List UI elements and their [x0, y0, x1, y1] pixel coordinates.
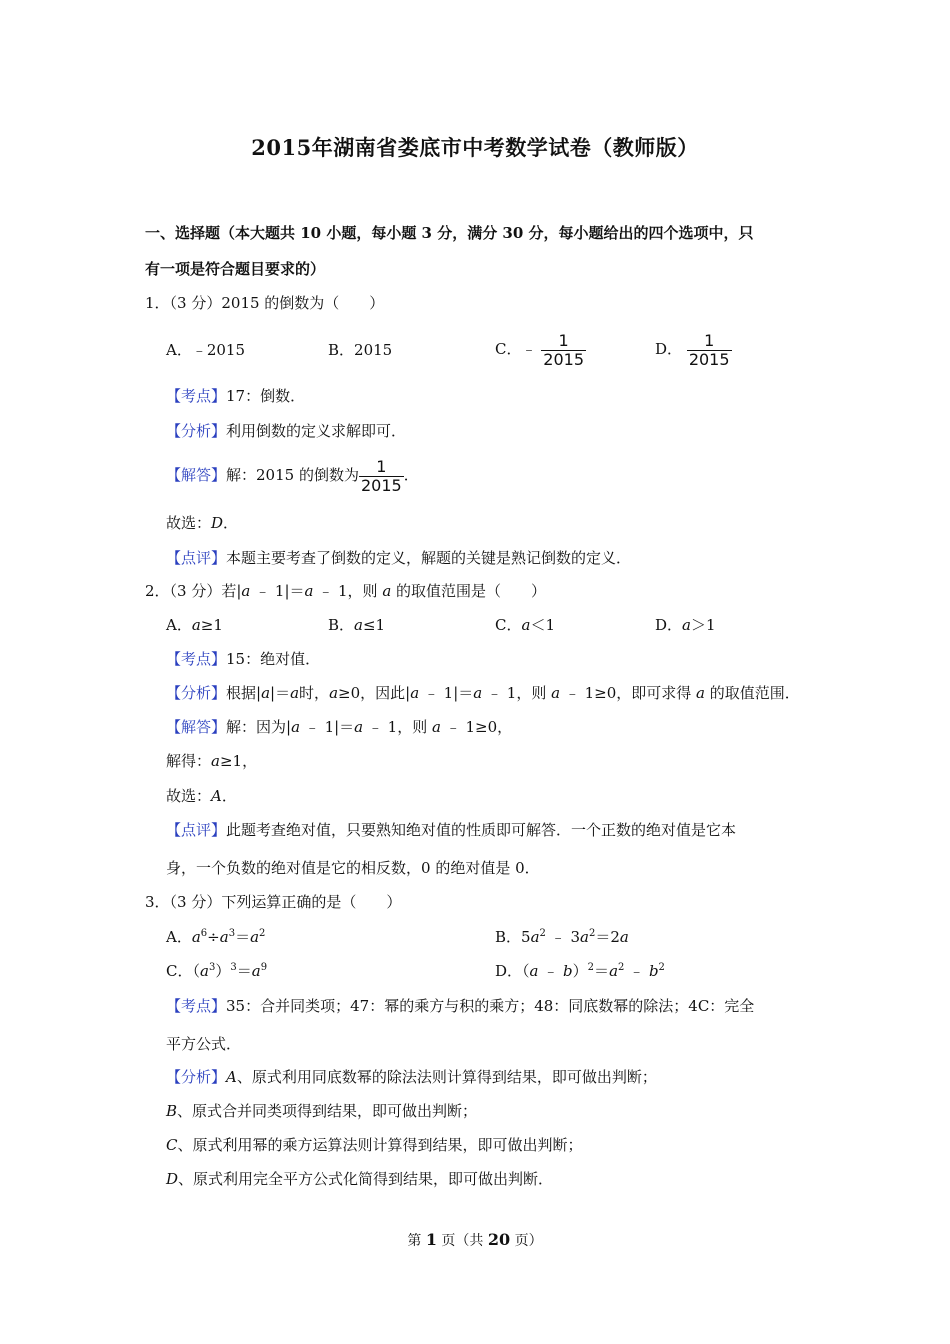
section-heading-line2: 有一项是符合题目要求的）: [145, 260, 326, 278]
fraction-one-over-2015: $\frac{1}{2015}$: [688, 330, 730, 369]
q3-fenxi-d: D、原式利用完全平方公式化简得到结果，即可做出判断．: [166, 1170, 554, 1188]
q1-option-a: A．﹣2015: [166, 341, 246, 359]
fraction-one-over-2015: $\frac{1}{2015}$: [360, 456, 402, 495]
q2-dianping-line2: 身，一个负数的绝对值是它的相反数，0 的绝对值是 0．: [166, 859, 540, 877]
q1-option-d: D． $\frac{1}{2015}$: [655, 330, 730, 369]
q2-dianping-line1: 【点评】此题考查绝对值，只要熟知绝对值的性质即可解答．一个正数的绝对值是它本: [166, 821, 737, 839]
q1-stem: 1．（3 分）2015 的倒数为（ ）: [145, 294, 385, 312]
q1-answer: 故选：D．: [166, 514, 239, 532]
q3-option-d: D．（a ﹣ $b)^2=a^2$ ﹣ $b^2$: [495, 962, 665, 980]
q3-kaodian-line2: 平方公式．: [166, 1035, 242, 1053]
page-title: 2015年湖南省娄底市中考数学试卷（教师版）: [251, 135, 699, 160]
page-footer: 第 1 页（共 20 页）: [407, 1230, 543, 1249]
q2-kaodian: 【考点】15：绝对值．: [166, 650, 321, 668]
q2-option-a: A．a≥1: [166, 616, 223, 634]
q3-fenxi-b: B、原式合并同类项得到结果，即可做出判断；: [166, 1102, 478, 1120]
q2-option-d: D．a＞1: [655, 616, 716, 634]
q1-fenxi: 【分析】利用倒数的定义求解即可．: [166, 422, 407, 440]
q3-stem: 3．（3 分）下列运算正确的是（ ）: [145, 893, 402, 911]
q1-option-b: B．2015: [328, 341, 393, 359]
q2-jiede: 解得：a≥1，: [166, 752, 258, 770]
section-heading-line1: 一、选择题（本大题共 10 小题，每小题 3 分，满分 30 分，每小题给出的四个选项中，只: [145, 224, 754, 242]
q3-option-c: C．$(a^3)^3=a^9$: [166, 962, 268, 980]
q2-stem: 2．（3 分）若|a ﹣ 1|＝a ﹣ 1，则 a 的取值范围是（ ）: [145, 582, 547, 600]
q1-dianping: 【点评】本题主要考查了倒数的定义，解题的关键是熟记倒数的定义．: [166, 549, 632, 567]
q2-fenxi: 【分析】根据|a|＝a时，a≥0，因此|a ﹣ 1|＝a ﹣ 1，则 a ﹣ 1≥0，即可求得 a 的取值范围．: [166, 684, 800, 702]
q3-fenxi-c: C、原式利用幂的乘方运算法则计算得到结果，即可做出判断；: [166, 1136, 583, 1154]
q2-option-b: B．a≤1: [328, 616, 386, 634]
fraction-one-over-2015: $\frac{1}{2015}$: [543, 330, 584, 369]
q3-kaodian-line1: 【考点】35：合并同类项；47：幂的乘方与积的乘方；48：同底数幂的除法；4C：完全: [166, 997, 755, 1015]
q3-option-a: A．$a^6\div a^3=a^2$: [166, 928, 266, 946]
q2-jieda: 【解答】解：因为|a ﹣ 1|＝a ﹣ 1，则 a ﹣ 1≥0，: [166, 718, 513, 736]
q3-option-b: B．$5a^2$ ﹣ $3a^2=2a$: [495, 928, 629, 946]
q2-answer: 故选：A．: [166, 787, 237, 805]
q2-option-c: C．a＜1: [495, 616, 555, 634]
q1-kaodian: 【考点】17：倒数．: [166, 387, 306, 405]
q1-jieda: 【解答】解：2015 的倒数为 $\frac{1}{2015}$ ．: [166, 456, 419, 495]
q3-fenxi-a: 【分析】A、原式利用同底数幂的除法法则计算得到结果，即可做出判断；: [166, 1068, 657, 1086]
q1-option-c: C．﹣ $\frac{1}{2015}$: [495, 330, 584, 369]
